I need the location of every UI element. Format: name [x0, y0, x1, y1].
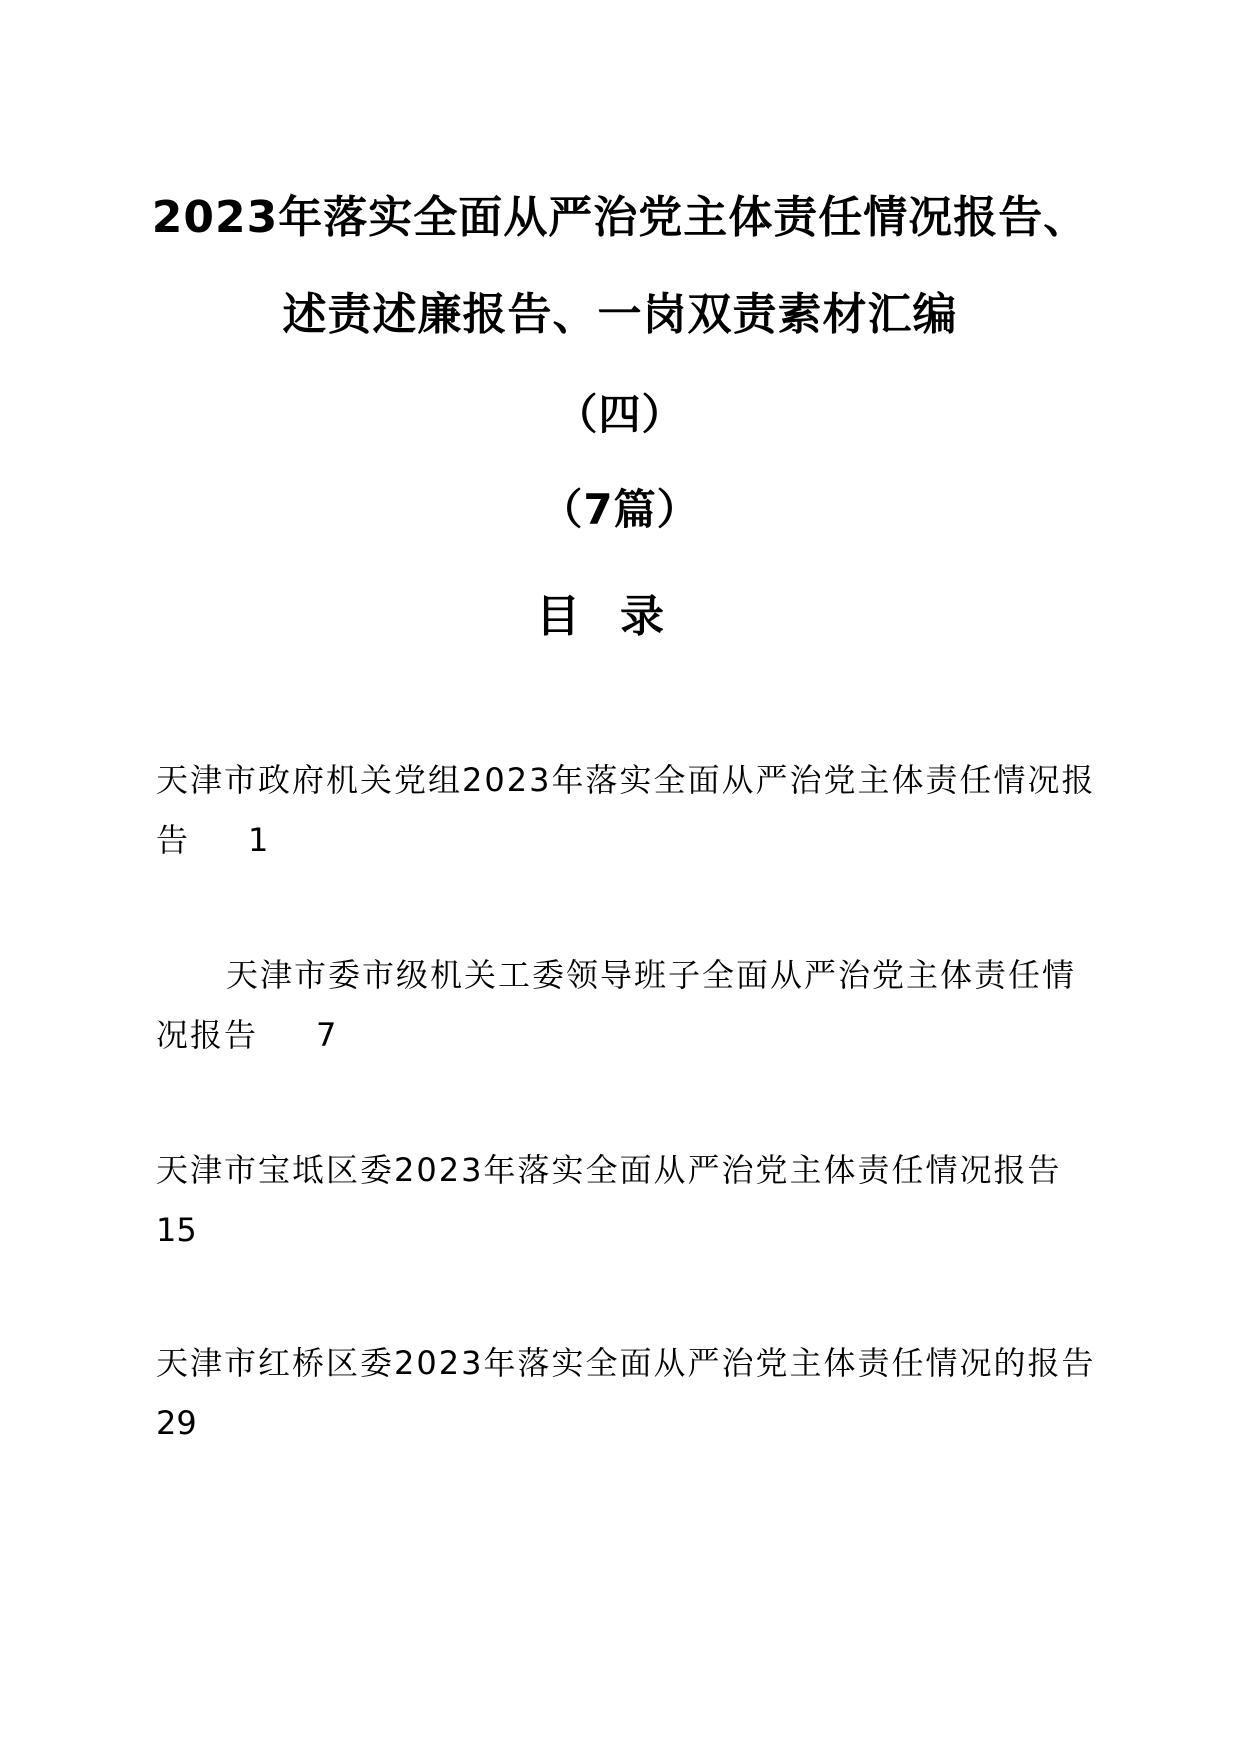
document-title-line-2: 述责述廉报告、一岗双责素材汇编 — [282, 289, 958, 340]
toc-entry-page-number: 29 — [156, 1404, 197, 1442]
toc-entry[interactable] — [156, 945, 1086, 1065]
article-count: （7篇） — [540, 485, 700, 534]
toc-entry-title-line-2: 告 — [156, 821, 191, 859]
toc-entry[interactable] — [156, 750, 1096, 870]
toc-entry-title-line-1: 天津市红桥区委2023年落实全面从严治党主体责任情况的报告 — [156, 1344, 1096, 1382]
volume-label: （四） — [555, 390, 685, 439]
toc-entry-page-number: 15 — [156, 1211, 197, 1249]
toc-entry-page-number: 7 — [316, 1016, 337, 1054]
document-title-line-1: 2023年落实全面从严治党主体责任情况报告、 — [151, 192, 1089, 243]
toc-entry-line-2 — [156, 1200, 1086, 1260]
toc-entry-line-2 — [156, 1393, 1086, 1453]
toc-entry-line-2 — [156, 810, 1086, 870]
toc-entry[interactable] — [156, 1140, 1086, 1260]
toc-entry-title-line-2: 况报告 — [156, 1016, 259, 1054]
toc-entry[interactable] — [156, 1333, 1096, 1453]
toc-entry-title-line-1: 天津市政府机关党组2023年落实全面从严治党主体责任情况报 — [156, 761, 1096, 799]
toc-entry-page-number: 1 — [248, 821, 269, 859]
toc-entry-title-line-1: 天津市宝坻区委2023年落实全面从严治党主体责任情况报告 — [156, 1151, 1062, 1189]
toc-heading: 目录 — [536, 591, 704, 642]
toc-entry-line-2 — [156, 1005, 1086, 1065]
toc-entry-title-line-1: 天津市委市级机关工委领导班子全面从严治党主体责任情 — [226, 956, 1077, 994]
